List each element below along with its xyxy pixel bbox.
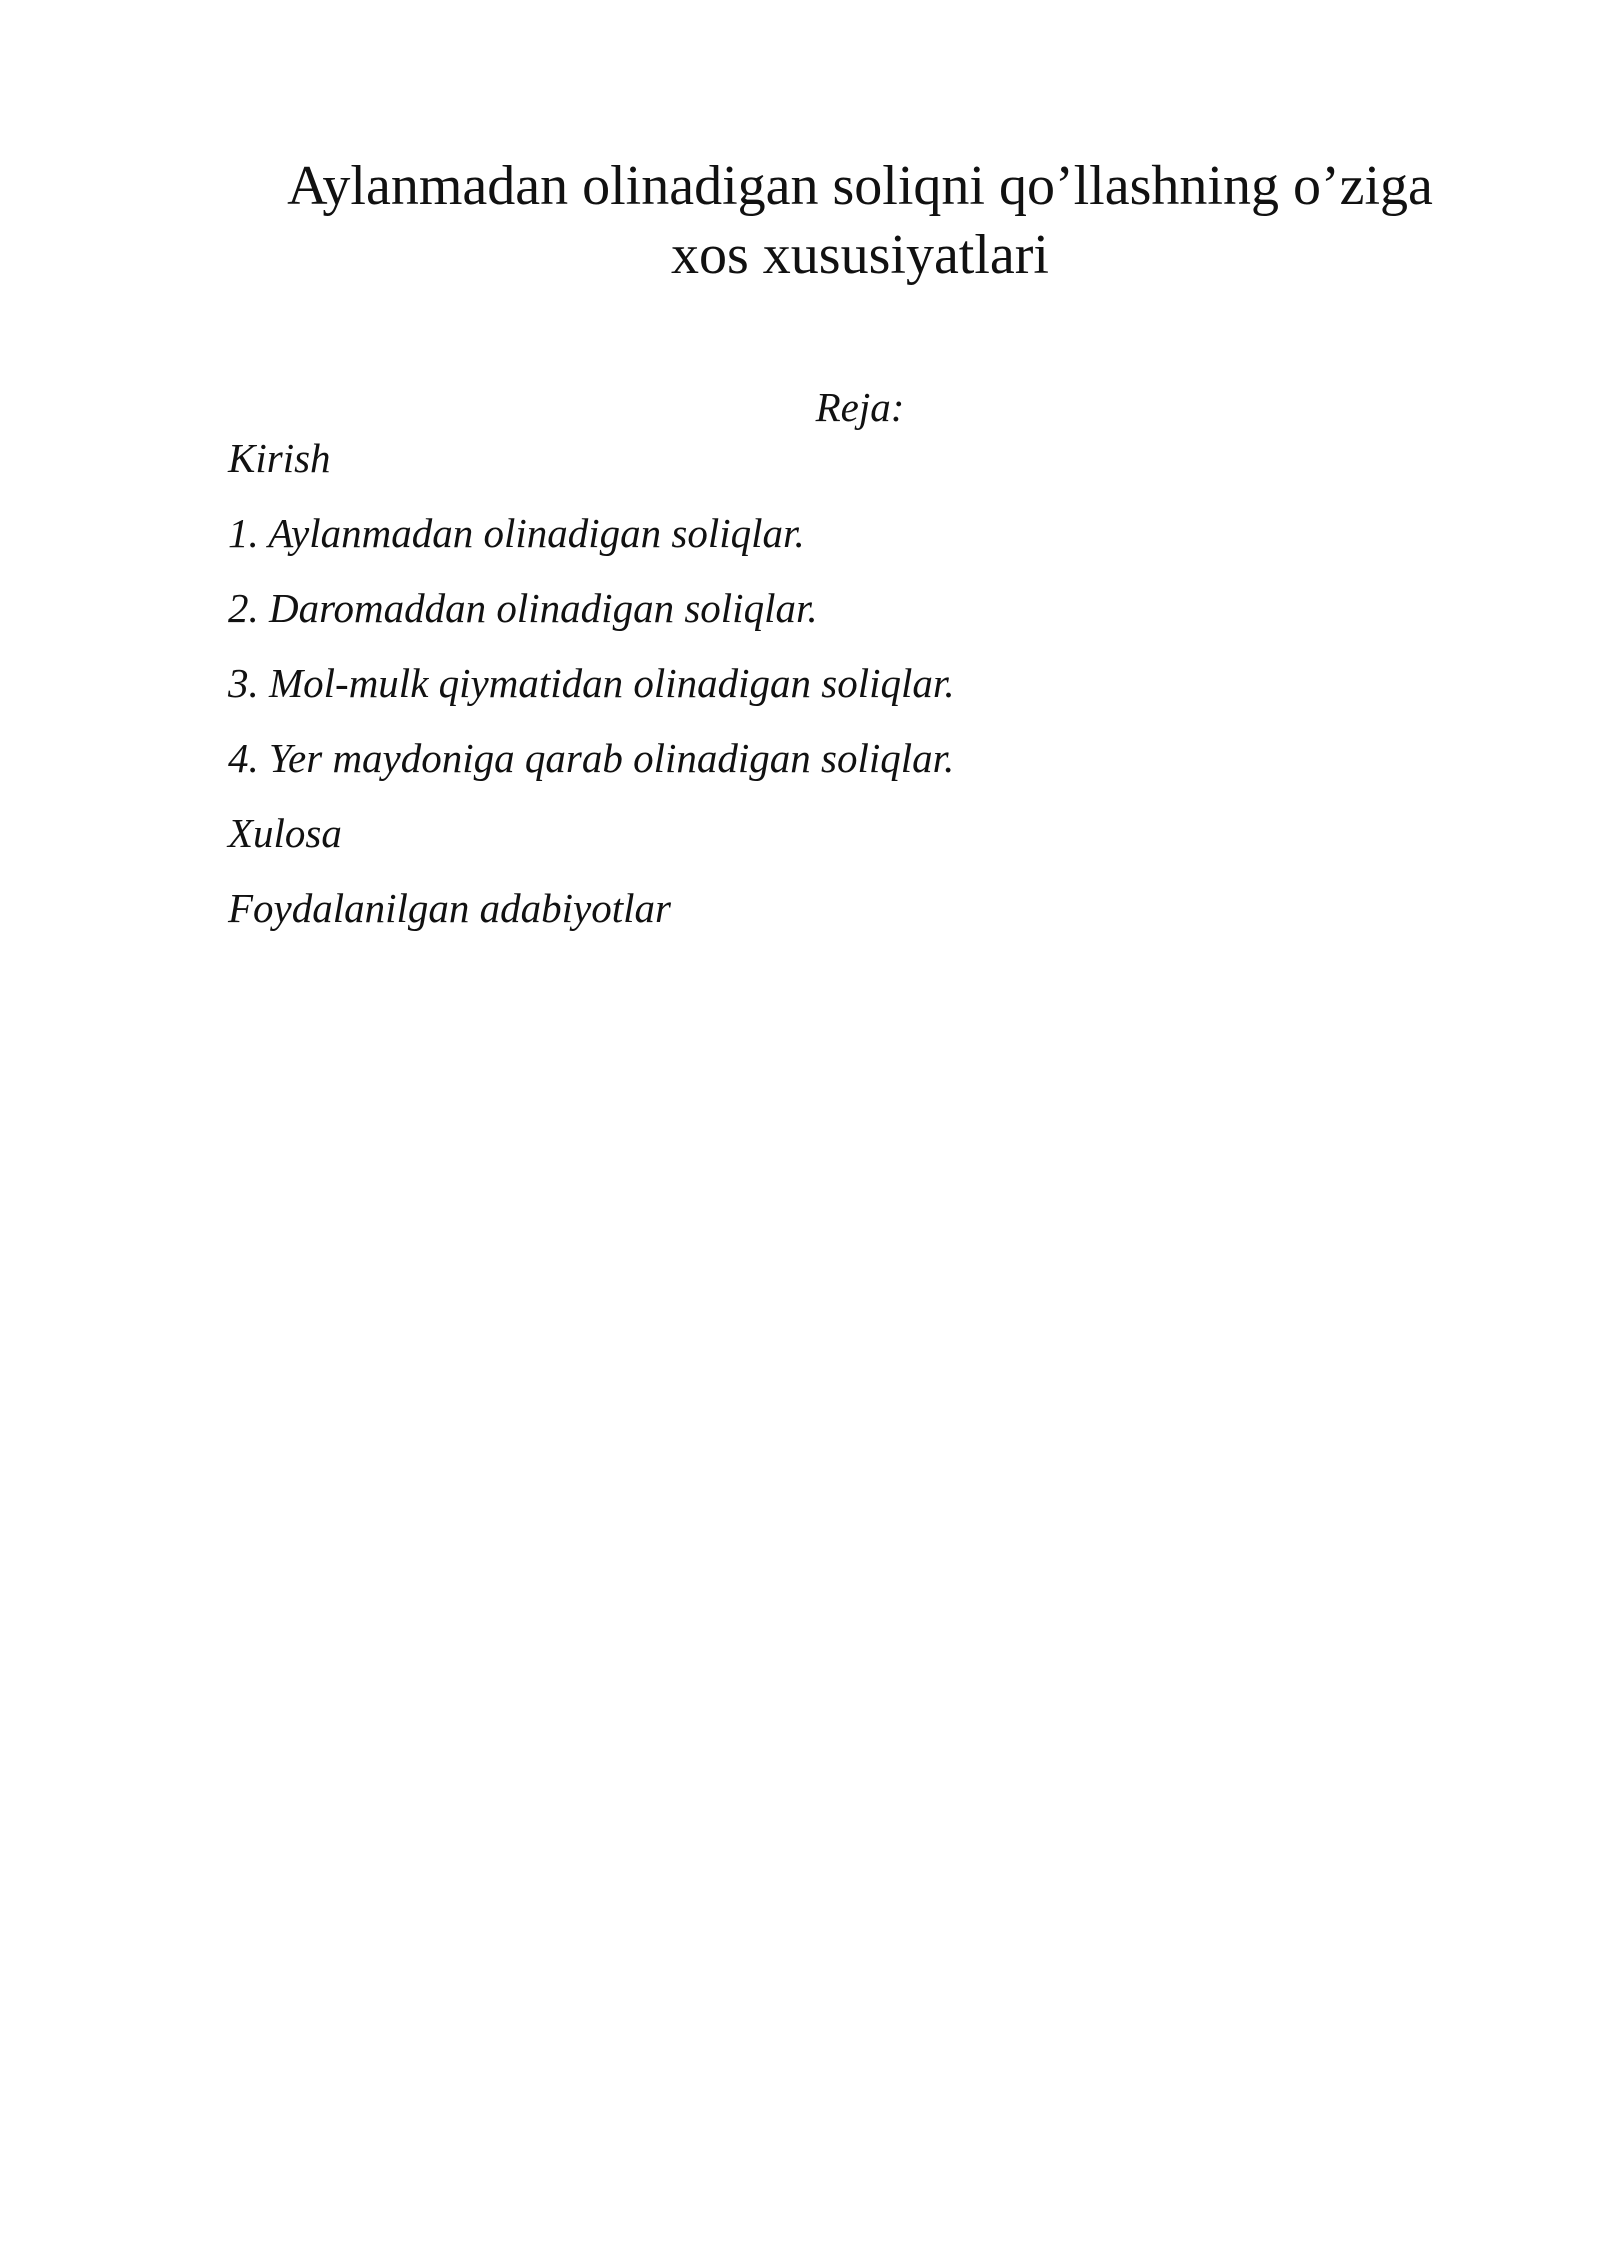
plan-item-4: 4. Yer maydoniga qarab olinadigan soliqlar. <box>228 735 955 781</box>
plan-item-references: Foydalanilgan adabiyotlar <box>228 885 671 931</box>
title-line-1: Aylanmadan olinadigan soliqni qo’llashning o’ziga <box>287 155 1433 217</box>
plan-item-1: 1. Aylanmadan olinadigan soliqlar. <box>228 510 805 556</box>
plan-item-introduction: Kirish <box>228 435 331 481</box>
plan-list <box>228 430 955 955</box>
plan-item-3: 3. Mol-mulk qiymatidan olinadigan soliqlar. <box>228 660 955 706</box>
plan-item-2: 2. Daromaddan olinadigan soliqlar. <box>228 585 818 631</box>
plan-heading: Reja: <box>815 384 905 430</box>
document-title <box>228 152 1492 290</box>
title-line-2: xos xususiyatlari <box>671 224 1049 286</box>
plan-item-conclusion: Xulosa <box>228 810 342 856</box>
